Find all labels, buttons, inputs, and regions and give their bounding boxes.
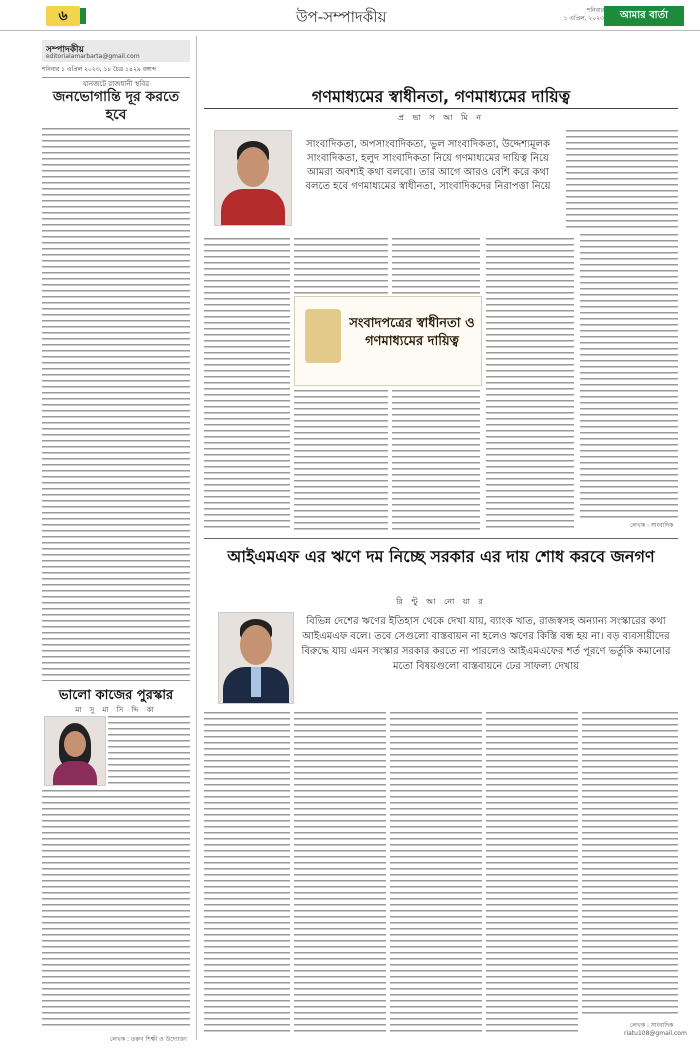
- article1-headline: গণমাধ্যমের স্বাধীনতা, গণমাধ্যমের দায়িত্ব: [311, 87, 571, 106]
- column2-body: [42, 790, 190, 1030]
- article2-body-col3: [390, 712, 482, 1034]
- article1-body-col2: [294, 390, 388, 530]
- article1-graphic-title: সংবাদপত্রের স্বাধীনতা ও গণমাধ্যমের দায়িত্ব: [349, 316, 475, 349]
- editorial-body: [42, 128, 190, 676]
- brand-logo: আমার বার্তা: [604, 6, 684, 26]
- article1-body-col5: [580, 234, 678, 518]
- article1-body-col4: [486, 238, 574, 530]
- author-face: [237, 147, 269, 187]
- article1-body-col3: [392, 390, 480, 530]
- article1-pull-quote: সাংবাদিকতা, অপসাংবাদিকতা, ভুল সাংবাদিকতা, উদ্দেশ্যমূলক সাংবাদিকতা, হলুদ সাংবাদিকতা নিয়ে গণমাধ্যমের দায়িত্ব নিয়ে আমরা অবশ্যই কথা বলবো। তার আগে আরও বেশি করে কথা বলতে হবে গণমাধ্যমের স্বাধীনতা, সাংবাদিকদের নিরাপত্তা নিয়ে: [305, 139, 551, 192]
- article-divider: [204, 538, 678, 539]
- author-dress: [53, 761, 97, 786]
- column2-byline: মা সু মা সি দ্দি কা: [75, 706, 157, 714]
- editorial-label: সম্পাদকীয়: [46, 45, 84, 55]
- article2-email: riatu108@gmail.com: [624, 1030, 687, 1037]
- article1-credit: লেখক : সাংবাদিক: [630, 522, 674, 529]
- divider: [42, 680, 190, 681]
- editorial-kicker: যানজটে রাজধানী স্থবির: [82, 80, 150, 88]
- masthead-date: [514, 7, 604, 23]
- article1-author-photo: [214, 130, 292, 226]
- article1-body-col3-top: [392, 238, 480, 294]
- column-rule: [196, 36, 197, 1040]
- column2-body-top: [108, 716, 190, 788]
- article2-byline: রি ন্টু আ নো য়া র: [396, 597, 486, 606]
- author-shirt: [251, 667, 261, 697]
- article2-credit: লেখক : সাংবাদিক: [630, 1022, 674, 1029]
- article2-body-col2: [294, 712, 386, 1034]
- editorial-email: editorialamarbarta@gmail.com: [46, 53, 140, 60]
- editorial-date: শনিবার ১ এপ্রিল ২০২৩, ১৮ চৈত্র ১৪২৯ বঙ্গাব্দ: [42, 64, 190, 78]
- column2-credit: লেখক : তরুণ শিক্ষী ও উদ্যোক্তা: [110, 1036, 187, 1043]
- article2-body-col4: [486, 712, 578, 1034]
- article1-graphic: [294, 296, 482, 386]
- article2-pull-quote: বিভিন্ন দেশের ঋণের ইতিহাস থেকে দেখা যায়, ব্যাংক খাত, রাজস্বসহ অন্যান্য সংস্কারের কথা আইএমএফ বলে। তবে সেগুলো বাস্তবায়ন না হলেও ঋণের কিস্তি বন্ধ হয় না। বড় ব্যবসায়ীদের বিরুদ্ধে যায় এমন সংস্কার সরকার করতে না পারলেও আইএমএফের শর্ত পূরণে ভর্তুকি কমানোর মতো বিষয়গুলো বাস্তবায়নে ঢের সাফল্য দেখায়: [301, 616, 671, 672]
- article1-rule: [204, 108, 678, 109]
- masthead-day: শনিবার: [586, 7, 604, 14]
- article2-body-col5: [582, 712, 678, 1018]
- masthead-date-text: ১ এপ্রিল, ২০২৩: [563, 15, 604, 22]
- article1-byline: প্র ভা স আ মি ন: [397, 113, 485, 122]
- column2-headline: ভালো কাজের পুরস্কার: [58, 688, 174, 703]
- author-face: [64, 731, 86, 757]
- editorial-headline: জনভোগান্তি দূর করতে হবে: [52, 89, 180, 123]
- article2-author-photo: [218, 612, 294, 704]
- article1-body-col1: [204, 238, 290, 530]
- article1-body-right-top: [566, 130, 678, 230]
- masthead-accent-bar: [80, 8, 86, 24]
- author-shirt: [221, 189, 285, 226]
- quill-graphic: [305, 309, 341, 363]
- section-title: উপ-সম্পাদকীয়: [296, 8, 387, 26]
- author-face: [240, 625, 272, 665]
- column2-author-photo: [44, 716, 106, 786]
- page-number: ৬: [46, 6, 80, 26]
- article2-headline: আইএমএফ এর ঋণে দম নিচ্ছে সরকার এর দায় শোধ করবে জনগণ: [227, 547, 655, 566]
- article2-body-col1: [204, 712, 290, 1034]
- article1-body-col2-top: [294, 238, 388, 294]
